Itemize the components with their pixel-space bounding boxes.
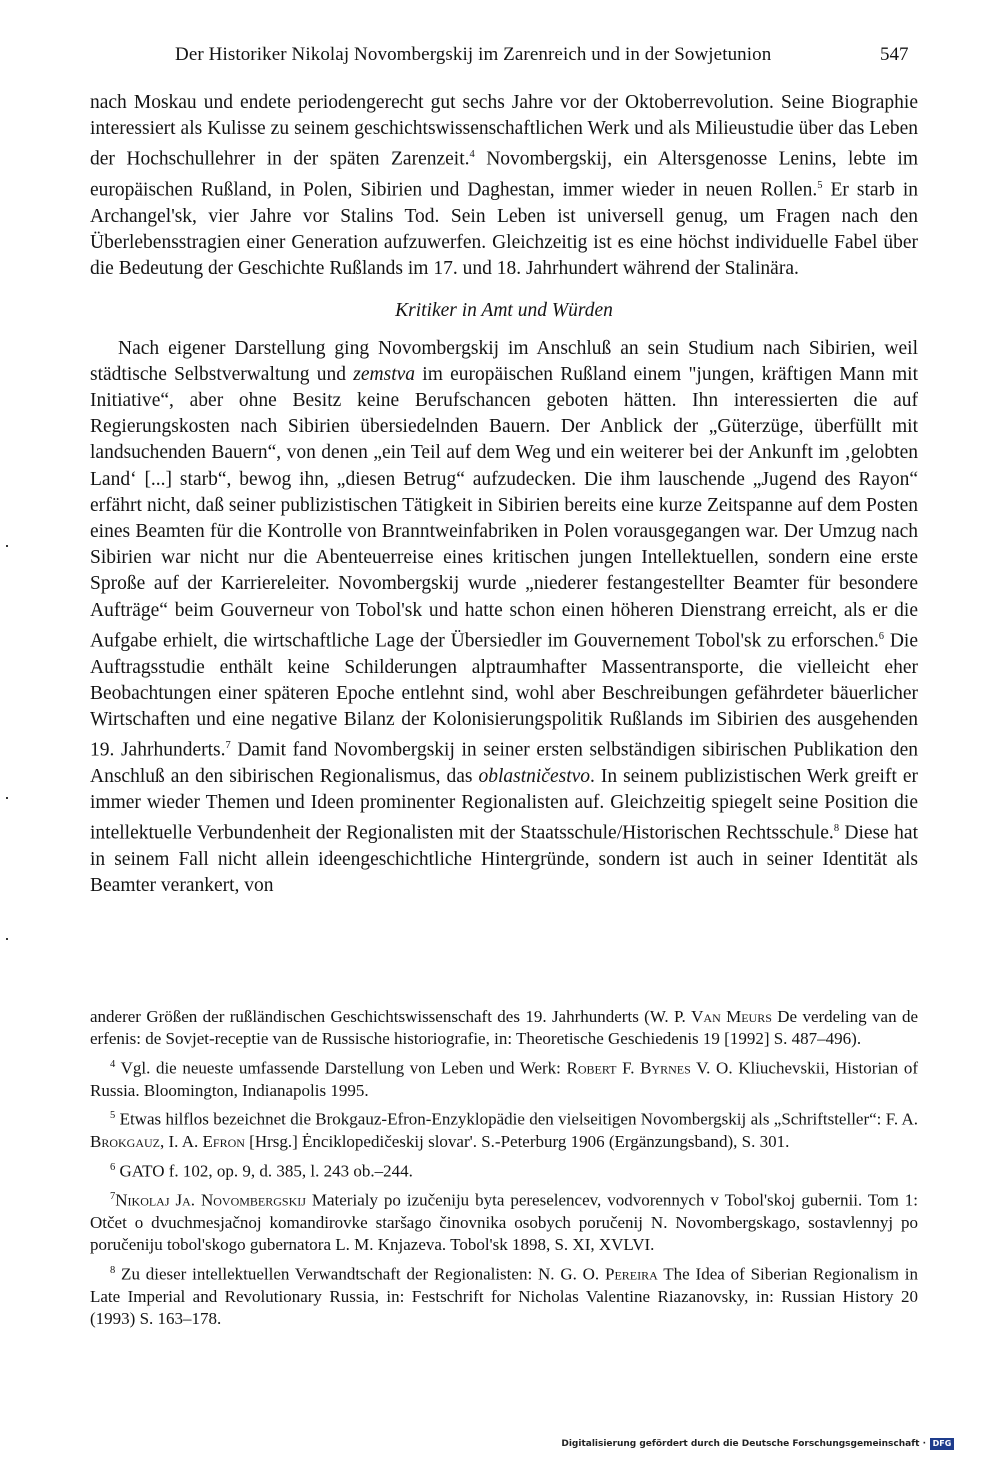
- author-name: Van Meurs: [691, 1007, 772, 1026]
- digitization-credit: [561, 1438, 954, 1450]
- italic-term: zemstva: [353, 363, 416, 385]
- scan-speck: [6, 938, 8, 940]
- scan-speck: [6, 797, 8, 799]
- text-run: Materialy po izučeniju byta pereselencev, vodvorennych v Tobol'skoj gubernii. Tom 1: Otčet o dvuchmesjačnoj komandirovke staršago činovnika osobych poručenij N. Novombergskago, sostavlennyj po poručeniju tobol'skogo gubernatora L. M. Knjazeva. Tobol'sk 1898, S. XI, XVLVI.: [90, 1190, 918, 1255]
- scan-speck: [6, 545, 8, 547]
- text-run: anderer Größen der rußländischen Geschichtswissenschaft des 19. Jahrhunderts (W. P.: [90, 1007, 692, 1026]
- text-run: Nach eigener Darstellung ging Novombergskij im Anschluß an sein Studium nach Sibirien, weil städtische Selbstverwaltung und: [90, 337, 918, 385]
- footnote-ref: 4: [469, 149, 475, 161]
- footnote-ref: 6: [878, 630, 884, 642]
- text-run: [Hrsg.] Ėnciklopedičeskij slovar'. S.-Peterburg 1906 (Ergänzungsband), S. 301.: [244, 1132, 790, 1152]
- footnote-4: [90, 1054, 918, 1102]
- dfg-logo: DFG: [930, 1438, 954, 1450]
- text-run: De verdeling van de erfenis: de Sovjet-receptie van de Russische historiografie, in: Theoretische Geschiedenis 19 [1992] S. 487–496).: [90, 1007, 918, 1049]
- footnote-number: 8: [110, 1264, 116, 1276]
- author-name: Efron: [202, 1132, 245, 1152]
- text-run: Die Auftragsstudie enthält keine Schilderungen alptraumhafter Massentransporte, die vielleicht eher Beobachtungen einer späteren Epoche entlehnt sind, wohl aber Beschreibungen gefährdeter bäuerlicher Wirtschaften und eine negative Bilanz der Kolonisierungspolitik Rußlands im Sibirien des ausgehenden 19. Jahrhunderts.: [90, 630, 918, 761]
- author-name: Nikolaj Ja. Novombergskij: [115, 1190, 306, 1210]
- paragraph: [90, 336, 918, 900]
- text-run: Diese hat in seinem Fall nicht allein ideengeschichtliche Hintergründe, sondern ist auch in seiner Identität als Beamter verankert, von: [90, 822, 918, 897]
- footnote-number: 5: [110, 1110, 116, 1122]
- footnote-ref: 8: [833, 823, 840, 835]
- text-run: V. O. Kliuchevskii, Historian of Russia. Bloomington, Indianapolis 1995.: [90, 1058, 918, 1100]
- text-run: , I. A.: [160, 1132, 203, 1152]
- paragraph: [90, 90, 918, 282]
- author-name: Pereira: [605, 1264, 658, 1284]
- text-run: Zu dieser intellektuellen Verwandtschaft der Regionalisten: N. G. O.: [115, 1264, 605, 1284]
- text-run: nach Moskau und endete periodengerecht gut sechs Jahre vor der Oktoberrevolution. Seine Biographie interessiert als Kulisse zu seinem geschichtswissenschaftlichen Werk und als Milieustudie über das Leben der Hochschullehrer in der späten Zarenzeit.: [90, 92, 918, 170]
- text-run: Vgl. die neueste umfassende Darstellung von Leben und Werk:: [115, 1058, 567, 1078]
- text-run: The Idea of Siberian Regionalism in Late Imperial and Revolutionary Russia, in: Festschrift for Nicholas Valentine Riazanovsky, in: Russian History 20 (1993) S. 163–178.: [90, 1264, 919, 1329]
- text-run: Novombergskij, ein Altersgenosse Lenins, lebte im europäischen Rußland, in Polen, Sibirien und Daghestan, immer wieder in neuen Rollen.: [90, 148, 918, 201]
- text-run: Er starb in Archangel'sk, vier Jahre vor Stalins Tod. Sein Leben ist universell genug, um Fragen nach den Überlebensstragien einer Generation aufzuwerfen. Gleichzeitig ist es eine höchst individuelle Fabel über die Bedeutung der Geschichte Rußlands im 17. und 18. Jahrhundert während der Stalinära.: [90, 179, 919, 280]
- running-title: Der Historiker Nikolaj Novombergskij im Zarenreich und in der Sowjetunion: [175, 44, 772, 65]
- italic-term: oblastničestvo: [478, 765, 591, 787]
- footnote-ref: 7: [225, 740, 231, 752]
- footnote-number: 7: [110, 1190, 116, 1202]
- footnote-number: 6: [110, 1161, 116, 1173]
- author-name: Robert F. Byrnes: [566, 1058, 691, 1078]
- text-run: . In seinem publizistischen Werk greift er immer wieder Themen und Ideen prominenter Regionalisten auf. Gleichzeitig spiegelt seine Position die intellektuelle Verbundenheit der Regionalisten mit der Staatsschule/Historischen Rechtsschule.: [90, 765, 918, 844]
- footnote-5: [90, 1105, 918, 1153]
- text-run: Damit fand Novombergskij in seiner ersten selbständigen sibirischen Publikation den Anschluß an den sibirischen Regionalismus, das: [90, 739, 918, 787]
- footnote-6: [90, 1157, 918, 1183]
- author-name: Brokgauz: [90, 1132, 161, 1152]
- footnote-7: [90, 1186, 918, 1257]
- running-header: [0, 44, 1000, 74]
- footnote-number: 4: [110, 1058, 116, 1070]
- footnotes: [90, 1006, 918, 1334]
- text-run: Etwas hilflos bezeichnet die Brokgauz-Efron-Enzyklopädie den vielseitigen Novombergskij als „Schriftsteller“: F. A.: [115, 1109, 918, 1129]
- footnote-ref: 5: [817, 180, 823, 192]
- text-run: GATO f. 102, op. 9, d. 385, l. 243 ob.–244.: [115, 1161, 413, 1181]
- section-heading: Kritiker in Amt und Würden: [395, 300, 613, 322]
- footnote-continuation: [90, 1006, 918, 1051]
- body-text: [90, 90, 918, 899]
- text-run: im europäischen Rußland einem "jungen, kräftigen Mann mit Initiative“, aber ohne Besitz keine Berufschancen geboten hätten. Ihn interessierten die auf Regierungskosten nach Sibirien übersiedelnden Bauern. Der Anblick der „Güterzüge, überfüllt mit landsuchenden Bauern“, von denen „ein Teil auf dem Weg und ein weiterer bei der Ankunft im ‚gelobten Land‘ [...] starb“, bewog ihn, „diesen Betrug“ aufzudecken. Die ihm lauschende „Jugend des Rayon“ erfährt nicht, daß seiner publizistischen Tätigkeit in Sibirien bereits eine kurze Zeitspanne auf dem Posten eines Beamten für die Kontrolle von Branntweinfabriken in Polen vorausgegangen war. Der Umzug nach Sibirien war nicht nur die Abenteuerreise eines kritischen jungen Intellektuellen, sondern eine erste Sproße auf der Karriereleiter. Novombergskij wurde „niederer festangestellter Beamter für besondere Aufträge“ beim Gouverneur von Tobol'sk und hatte schon einen höheren Dienstrang erreicht, als er die Aufgabe erhielt, die wirtschaftliche Lage der Übersiedler im Gouvernement Tobol'sk zu erforschen.: [90, 363, 919, 652]
- page-number: 547: [880, 44, 909, 65]
- credit-text: Digitalisierung gefördert durch die Deutsche Forschungsgemeinschaft ·: [561, 1439, 926, 1449]
- footnote-8: [90, 1260, 918, 1331]
